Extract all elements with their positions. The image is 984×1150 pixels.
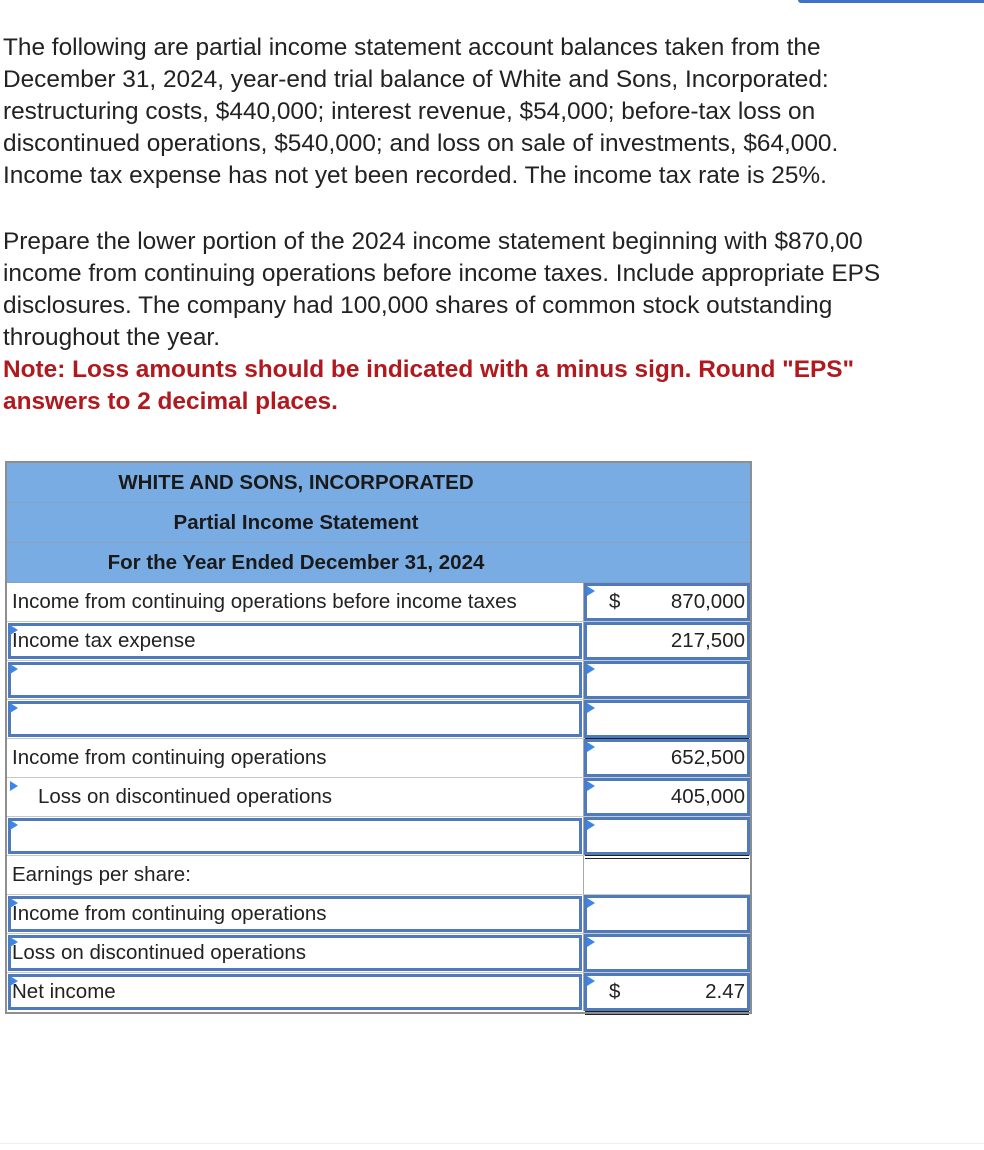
problem-line: Income tax expense has not yet been recorded. The income tax rate is 25%. [3,162,827,189]
statement-row [7,661,750,700]
problem-line: The following are partial income statement account balances taken from the [3,34,821,61]
dropdown-marker-icon [10,820,18,830]
dropdown-marker-icon [587,742,595,752]
label-dropdown[interactable] [7,895,583,933]
amount-value: 870,000 [670,590,745,613]
note-line: answers to 2 decimal places. [3,388,338,415]
row-label: Loss on discontinued operations [38,785,333,808]
problem-paragraph-1 [3,32,984,192]
label-dropdown[interactable] [7,700,583,738]
dropdown-marker-icon [587,820,595,830]
company-name: WHITE AND SONS, INCORPORATED [118,471,474,494]
amount-input[interactable] [583,778,750,816]
dropdown-marker-icon [10,781,18,791]
statement-row [7,622,750,661]
row-label: Income tax expense [12,629,196,652]
problem-line: restructuring costs, $440,000; interest revenue, $54,000; before-tax loss on [3,98,816,125]
amount-value: 2.47 [705,980,745,1003]
statement-title-header [7,503,750,543]
amount-value: 405,000 [670,785,745,808]
statement-row [7,583,750,622]
income-statement-table [5,461,752,1014]
note-line: Note: Loss amounts should be indicated with a minus sign. Round "EPS" [3,356,855,383]
problem-line: disclosures. The company had 100,000 shares of common stock outstanding [3,292,833,319]
statement-row [7,817,750,856]
dropdown-marker-icon [587,664,595,674]
statement-row [7,856,750,895]
amount-input[interactable] [583,661,750,699]
statement-company-header [7,463,750,503]
dropdown-marker-icon [587,976,595,986]
problem-line: throughout the year. [3,324,220,351]
statement-row [7,739,750,778]
dollar-sign: $ [609,980,621,1003]
row-label: Earnings per share: [12,863,191,886]
label-dropdown[interactable] [7,817,583,855]
amount-input[interactable] [583,583,750,621]
label-dropdown[interactable] [7,622,583,660]
row-label: Income from continuing operations [12,902,327,925]
label-dropdown[interactable] [7,934,583,972]
dropdown-marker-icon [587,781,595,791]
amount-input[interactable] [583,973,750,1011]
statement-row [7,895,750,934]
dropdown-marker-icon [10,625,18,635]
dollar-sign: $ [609,590,621,613]
dropdown-marker-icon [587,586,595,596]
row-label: Net income [12,980,116,1003]
problem-line: income from continuing operations before income taxes. Include appropriate EPS [3,260,881,287]
dropdown-marker-icon [10,664,18,674]
amount-value: 217,500 [670,629,745,652]
label-dropdown[interactable] [7,661,583,699]
dropdown-marker-icon [587,703,595,713]
statement-row [7,778,750,817]
amount-cell [583,856,750,894]
row-label: Income from continuing operations [12,746,327,769]
statement-row [7,934,750,973]
amount-input[interactable] [583,622,750,660]
dropdown-marker-icon [10,898,18,908]
problem-text [3,32,984,418]
problem-line: December 31, 2024, year-end trial balance of White and Sons, Incorporated: [3,66,829,93]
problem-line: discontinued operations, $540,000; and loss on sale of investments, $64,000. [3,130,839,157]
statement-period: For the Year Ended December 31, 2024 [107,551,485,574]
statement-row [7,973,750,1012]
statement-title: Partial Income Statement [173,511,419,534]
statement-period-header [7,543,750,583]
row-label: Loss on discontinued operations [12,941,307,964]
row-label: Income from continuing operations before income taxes [12,590,517,613]
label-dropdown[interactable] [7,973,583,1011]
amount-input[interactable] [583,739,750,777]
amount-input[interactable] [583,700,750,738]
bottom-divider [0,1143,984,1144]
amount-input[interactable] [583,934,750,972]
amount-input[interactable] [583,895,750,933]
dropdown-marker-icon [587,898,595,908]
dropdown-marker-icon [10,703,18,713]
amount-value: 652,500 [670,746,745,769]
statement-row [7,700,750,739]
problem-paragraph-2 [3,226,984,418]
problem-line: Prepare the lower portion of the 2024 income statement beginning with $870,00 [3,228,863,255]
label-dropdown[interactable] [7,778,583,816]
top-accent-bar [798,0,984,3]
dropdown-marker-icon [10,937,18,947]
dropdown-marker-icon [587,937,595,947]
amount-input[interactable] [583,817,750,855]
dropdown-marker-icon [10,976,18,986]
